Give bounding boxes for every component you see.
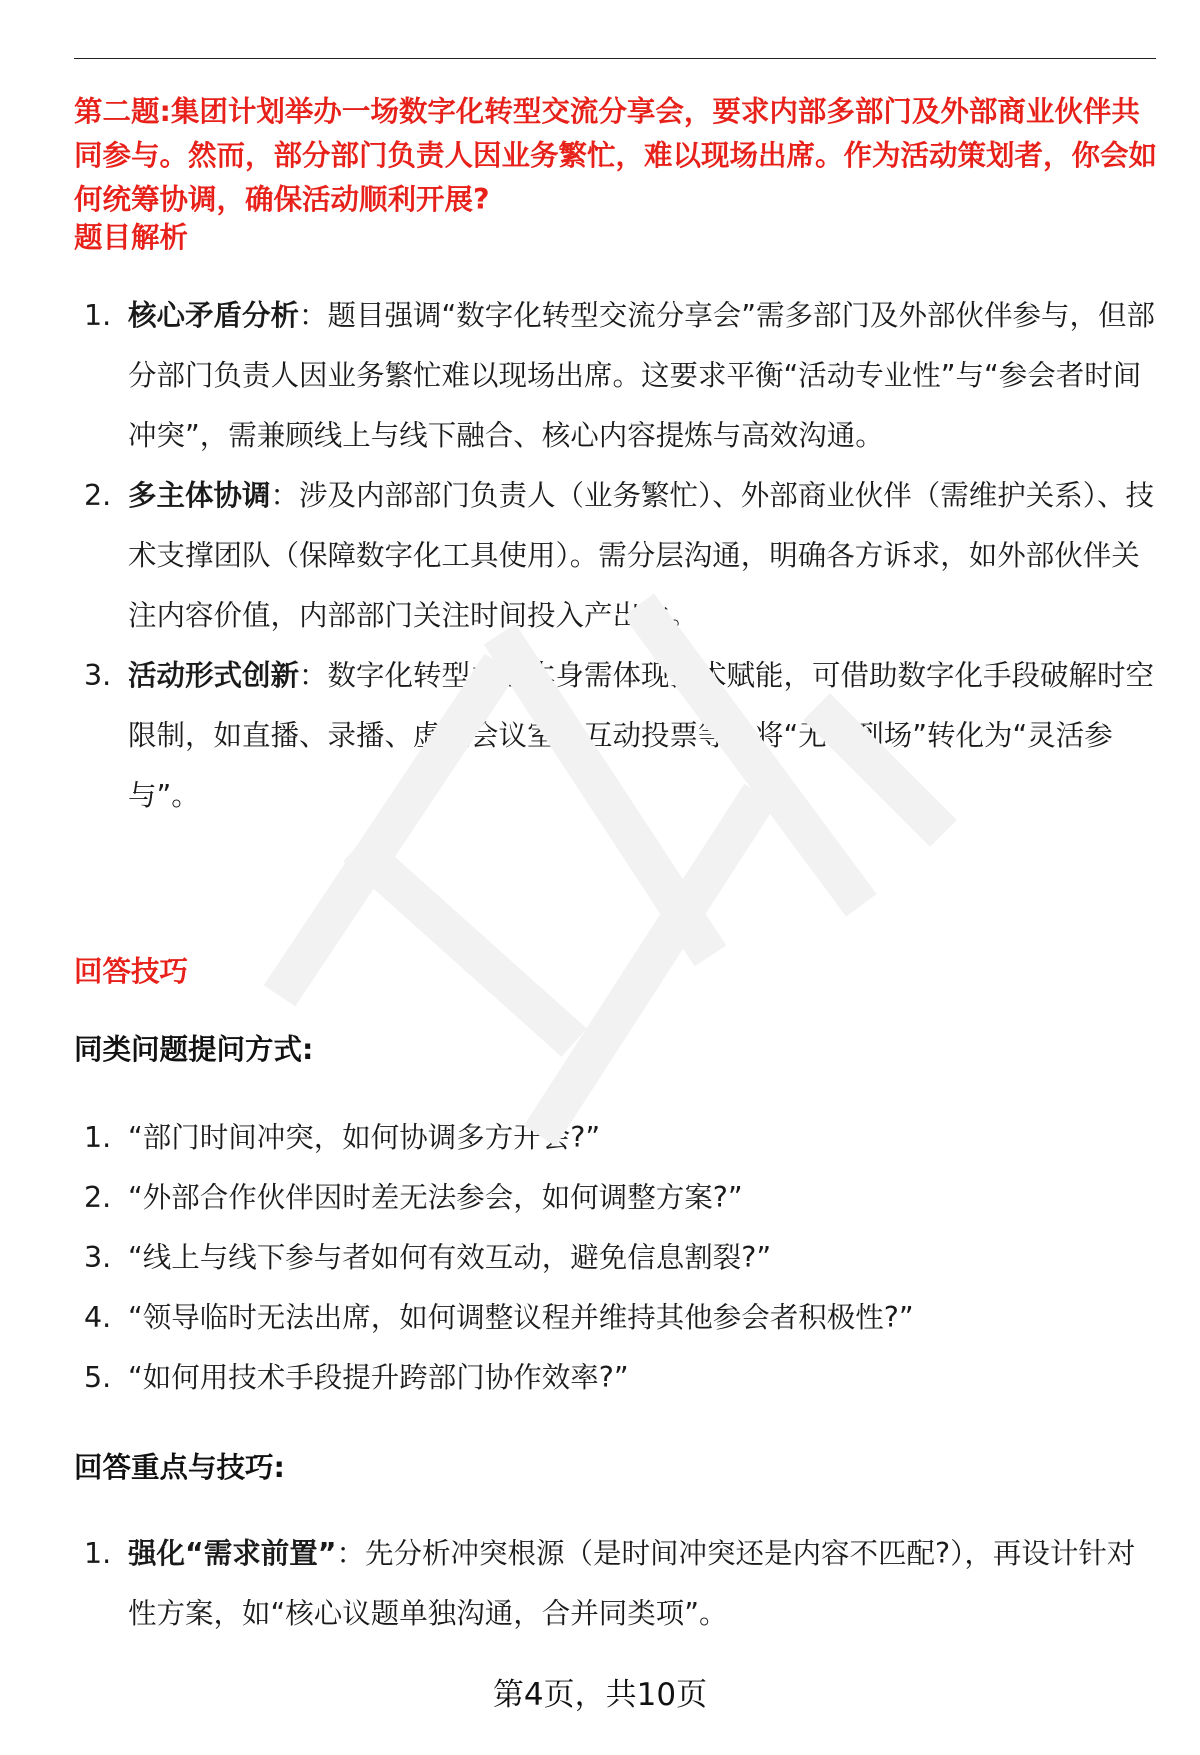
key-point-text: ：先分析冲突根源（是时间冲突还是内容不匹配?），再设计针对性方案，如“核心议题单独沟通，合并同类项”。 (128, 1537, 1136, 1630)
similar-question-text: “线上与线下参与者如何有效互动，避免信息割裂?” (128, 1241, 772, 1274)
analysis-term: 核心矛盾分析 (128, 299, 300, 332)
top-divider (74, 58, 1156, 59)
key-points-list (0, 1524, 1200, 1644)
analysis-item (0, 286, 1200, 466)
similar-questions-title: 同类问题提问方式: (74, 1033, 314, 1066)
analysis-text: ：涉及内部部门负责人（业务繁忙）、外部商业伙伴（需维护关系）、技术支撑团队（保障数字化工具使用）。需分层沟通，明确各方诉求，如外部伙伴关注内容价值，内部部门关注时间投入产出比。 (128, 479, 1155, 632)
key-points-title: 回答重点与技巧: (74, 1451, 285, 1484)
analysis-list (0, 286, 1200, 826)
list-number: 3. (84, 1241, 112, 1274)
analysis-term: 活动形式创新 (128, 659, 300, 692)
list-number: 2. (84, 1181, 112, 1214)
similar-question-item (0, 1168, 1200, 1228)
similar-questions-list (0, 1108, 1200, 1408)
key-point-term: 强化“需求前置” (128, 1537, 337, 1570)
list-number: 1. (84, 1121, 112, 1154)
analysis-text: ：数字化转型主题本身需体现技术赋能，可借助数字化手段破解时空限制，如直播、录播、虚拟会议室、互动投票等，将“无法到场”转化为“灵活参与”。 (128, 659, 1155, 812)
similar-question-text: “外部合作伙伴因时差无法参会，如何调整方案?” (128, 1181, 743, 1214)
list-number: 5. (84, 1361, 112, 1394)
analysis-item (0, 646, 1200, 826)
similar-question-text: “领导临时无法出席，如何调整议程并维持其他参会者积极性?” (128, 1301, 914, 1334)
analysis-item (0, 466, 1200, 646)
similar-question-item (0, 1288, 1200, 1348)
list-number: 1. (84, 1537, 112, 1570)
list-number: 1. (84, 299, 112, 332)
similar-question-text: “部门时间冲突，如何协调多方开会?” (128, 1121, 601, 1154)
similar-question-item (0, 1348, 1200, 1408)
tips-title: 回答技巧 (74, 955, 189, 988)
similar-question-text: “如何用技术手段提升跨部门协作效率?” (128, 1361, 629, 1394)
list-number: 4. (84, 1301, 112, 1334)
list-number: 3. (84, 659, 112, 692)
analysis-title: 题目解析 (74, 221, 189, 254)
similar-question-item (0, 1108, 1200, 1168)
analysis-term: 多主体协调 (128, 479, 271, 512)
page-footer: 第4页，共10页 (492, 1677, 708, 1713)
similar-question-item (0, 1228, 1200, 1288)
analysis-text: ：题目强调“数字化转型交流分享会”需多部门及外部伙伴参与，但部分部门负责人因业务繁忙难以现场出席。这要求平衡“活动专业性”与“参会者时间冲突”，需兼顾线上与线下融合、核心内容提炼与高效沟通。 (128, 299, 1156, 452)
list-number: 2. (84, 479, 112, 512)
question-heading: 第二题:集团计划举办一场数字化转型交流分享会，要求内部多部门及外部商业伙伴共同参与。然而，部分部门负责人因业务繁忙，难以现场出席。作为活动策划者，你会如何统筹协调，确保活动顺利开展? (74, 95, 1158, 216)
key-point-item (0, 1524, 1200, 1644)
